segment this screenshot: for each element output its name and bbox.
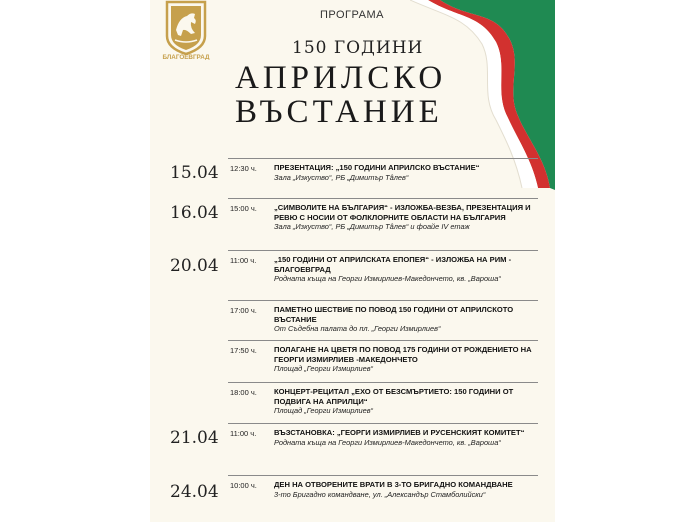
event-row (228, 423, 538, 476)
program-label: ПРОГРАМА (320, 9, 384, 21)
event-title: ПОЛАГАНЕ НА ЦВЕТЯ ПО ПОВОД 175 ГОДИНИ ОТ РОЖДЕНИЕТО НА ГЕОРГИ ИЗМИРЛИЕВ -МАКЕДОНЧЕТО Площад „Георги Измирлиев“ (274, 345, 538, 374)
event-title: „150 ГОДИНИ ОТ АПРИЛСКАТА ЕПОПЕЯ“ - ИЗЛОЖБА НА РИМ - БЛАГОЕВГРАД Родната къща на Георги Измирлиев-Македончето, кв. „Вароша“ (274, 255, 538, 284)
event-row (228, 250, 538, 301)
event-time: 17:50 ч. (230, 346, 257, 355)
event-time: 12:30 ч. (230, 164, 257, 173)
event-location: Площад „Георги Измирлиев“ (274, 406, 374, 415)
event-location: От Съдебна палата до пл. „Георги Измирлиев“ (274, 324, 441, 333)
event-title: „СИМВОЛИТЕ НА БЪЛГАРИЯ“ - ИЗЛОЖБА-ВЕЗБА, ПРЕЗЕНТАЦИЯ И РЕВЮ С НОСИИ ОТ ФОЛКЛОРНИТЕ ОБЛАСТИ НА БЪЛГАРИЯ Зала „Изкуство“, РБ „Димитър Тâлев“ и фоайе IV етаж (274, 203, 538, 232)
event-time: 15:00 ч. (230, 204, 257, 213)
event-location: Зала „Изкуство“, РБ „Димитър Тâлев“ и фоайе IV етаж (274, 222, 470, 231)
event-row (228, 198, 538, 247)
title-line-1: АПРИЛСКО (235, 60, 447, 96)
event-title: КОНЦЕРТ-РЕЦИТАЛ „ЕХО ОТ БЕЗСМЪРТИЕТО: 150 ГОДИНИ ОТ ПОДВИГА НА АПРИЛЦИ“ Площад „Георги Измирлиев“ (274, 387, 538, 416)
event-location: Площад „Георги Измирлиев“ (274, 364, 374, 373)
event-time: 18:00 ч. (230, 388, 257, 397)
event-location: Родната къща на Георги Измирлиев-Македончето, кв. „Вароша“ (274, 274, 501, 283)
event-location: Зала „Изкуство“, РБ „Димитър Тâлев“ (274, 172, 409, 182)
event-row (228, 300, 538, 341)
svg-text:БЛАГОЕВГРАД: БЛАГОЕВГРАД (162, 54, 210, 60)
subtitle: 150 ГОДИНИ (292, 38, 424, 58)
event-time: 11:00 ч. (230, 256, 257, 265)
event-row (228, 158, 538, 199)
date-label: 21.04 (170, 428, 219, 448)
event-row (228, 340, 538, 381)
event-title: ПРЕЗЕНТАЦИЯ: „150 ГОДИНИ АПРИЛСКО ВЪСТАНИЕ“ Зала „Изкуство“, РБ „Димитър Тâлев“ (274, 163, 538, 182)
event-location: Родната къща на Георги Измирлиев-Македончето, кв. „Вароша“ (274, 437, 501, 447)
title-line-2: ВЪСТАНИЕ (235, 94, 443, 130)
event-title: ПАМЕТНО ШЕСТВИЕ ПО ПОВОД 150 ГОДИНИ ОТ АПРИЛСКОТО ВЪСТАНИЕ От Съдебна палата до пл. „Георги Измирлиев“ (274, 305, 538, 334)
event-title: ВЪЗСТАНОВКА: „ГЕОРГИ ИЗМИРЛИЕВ И РУСЕНСКИЯТ КОМИТЕТ“ Родната къща на Георги Измирлиев-Македончето, кв. „Вароша“ (274, 428, 538, 447)
date-label: 20.04 (170, 256, 219, 276)
event-time: 11:00 ч. (230, 429, 257, 438)
event-location: 3-то Бригадно командване, ул. „Александър Стамболийски“ (274, 489, 486, 499)
date-label: 24.04 (170, 482, 219, 502)
date-label: 16.04 (170, 203, 219, 223)
event-time: 10:00 ч. (230, 481, 257, 490)
date-label: 15.04 (170, 163, 219, 183)
event-row (228, 475, 538, 521)
event-time: 17:00 ч. (230, 306, 257, 315)
event-title: ДЕН НА ОТВОРЕНИТЕ ВРАТИ В 3-ТО БРИГАДНО КОМАНДВАНЕ 3-то Бригадно командване, ул. „Александър Стамболийски“ (274, 480, 538, 499)
event-row (228, 382, 538, 423)
